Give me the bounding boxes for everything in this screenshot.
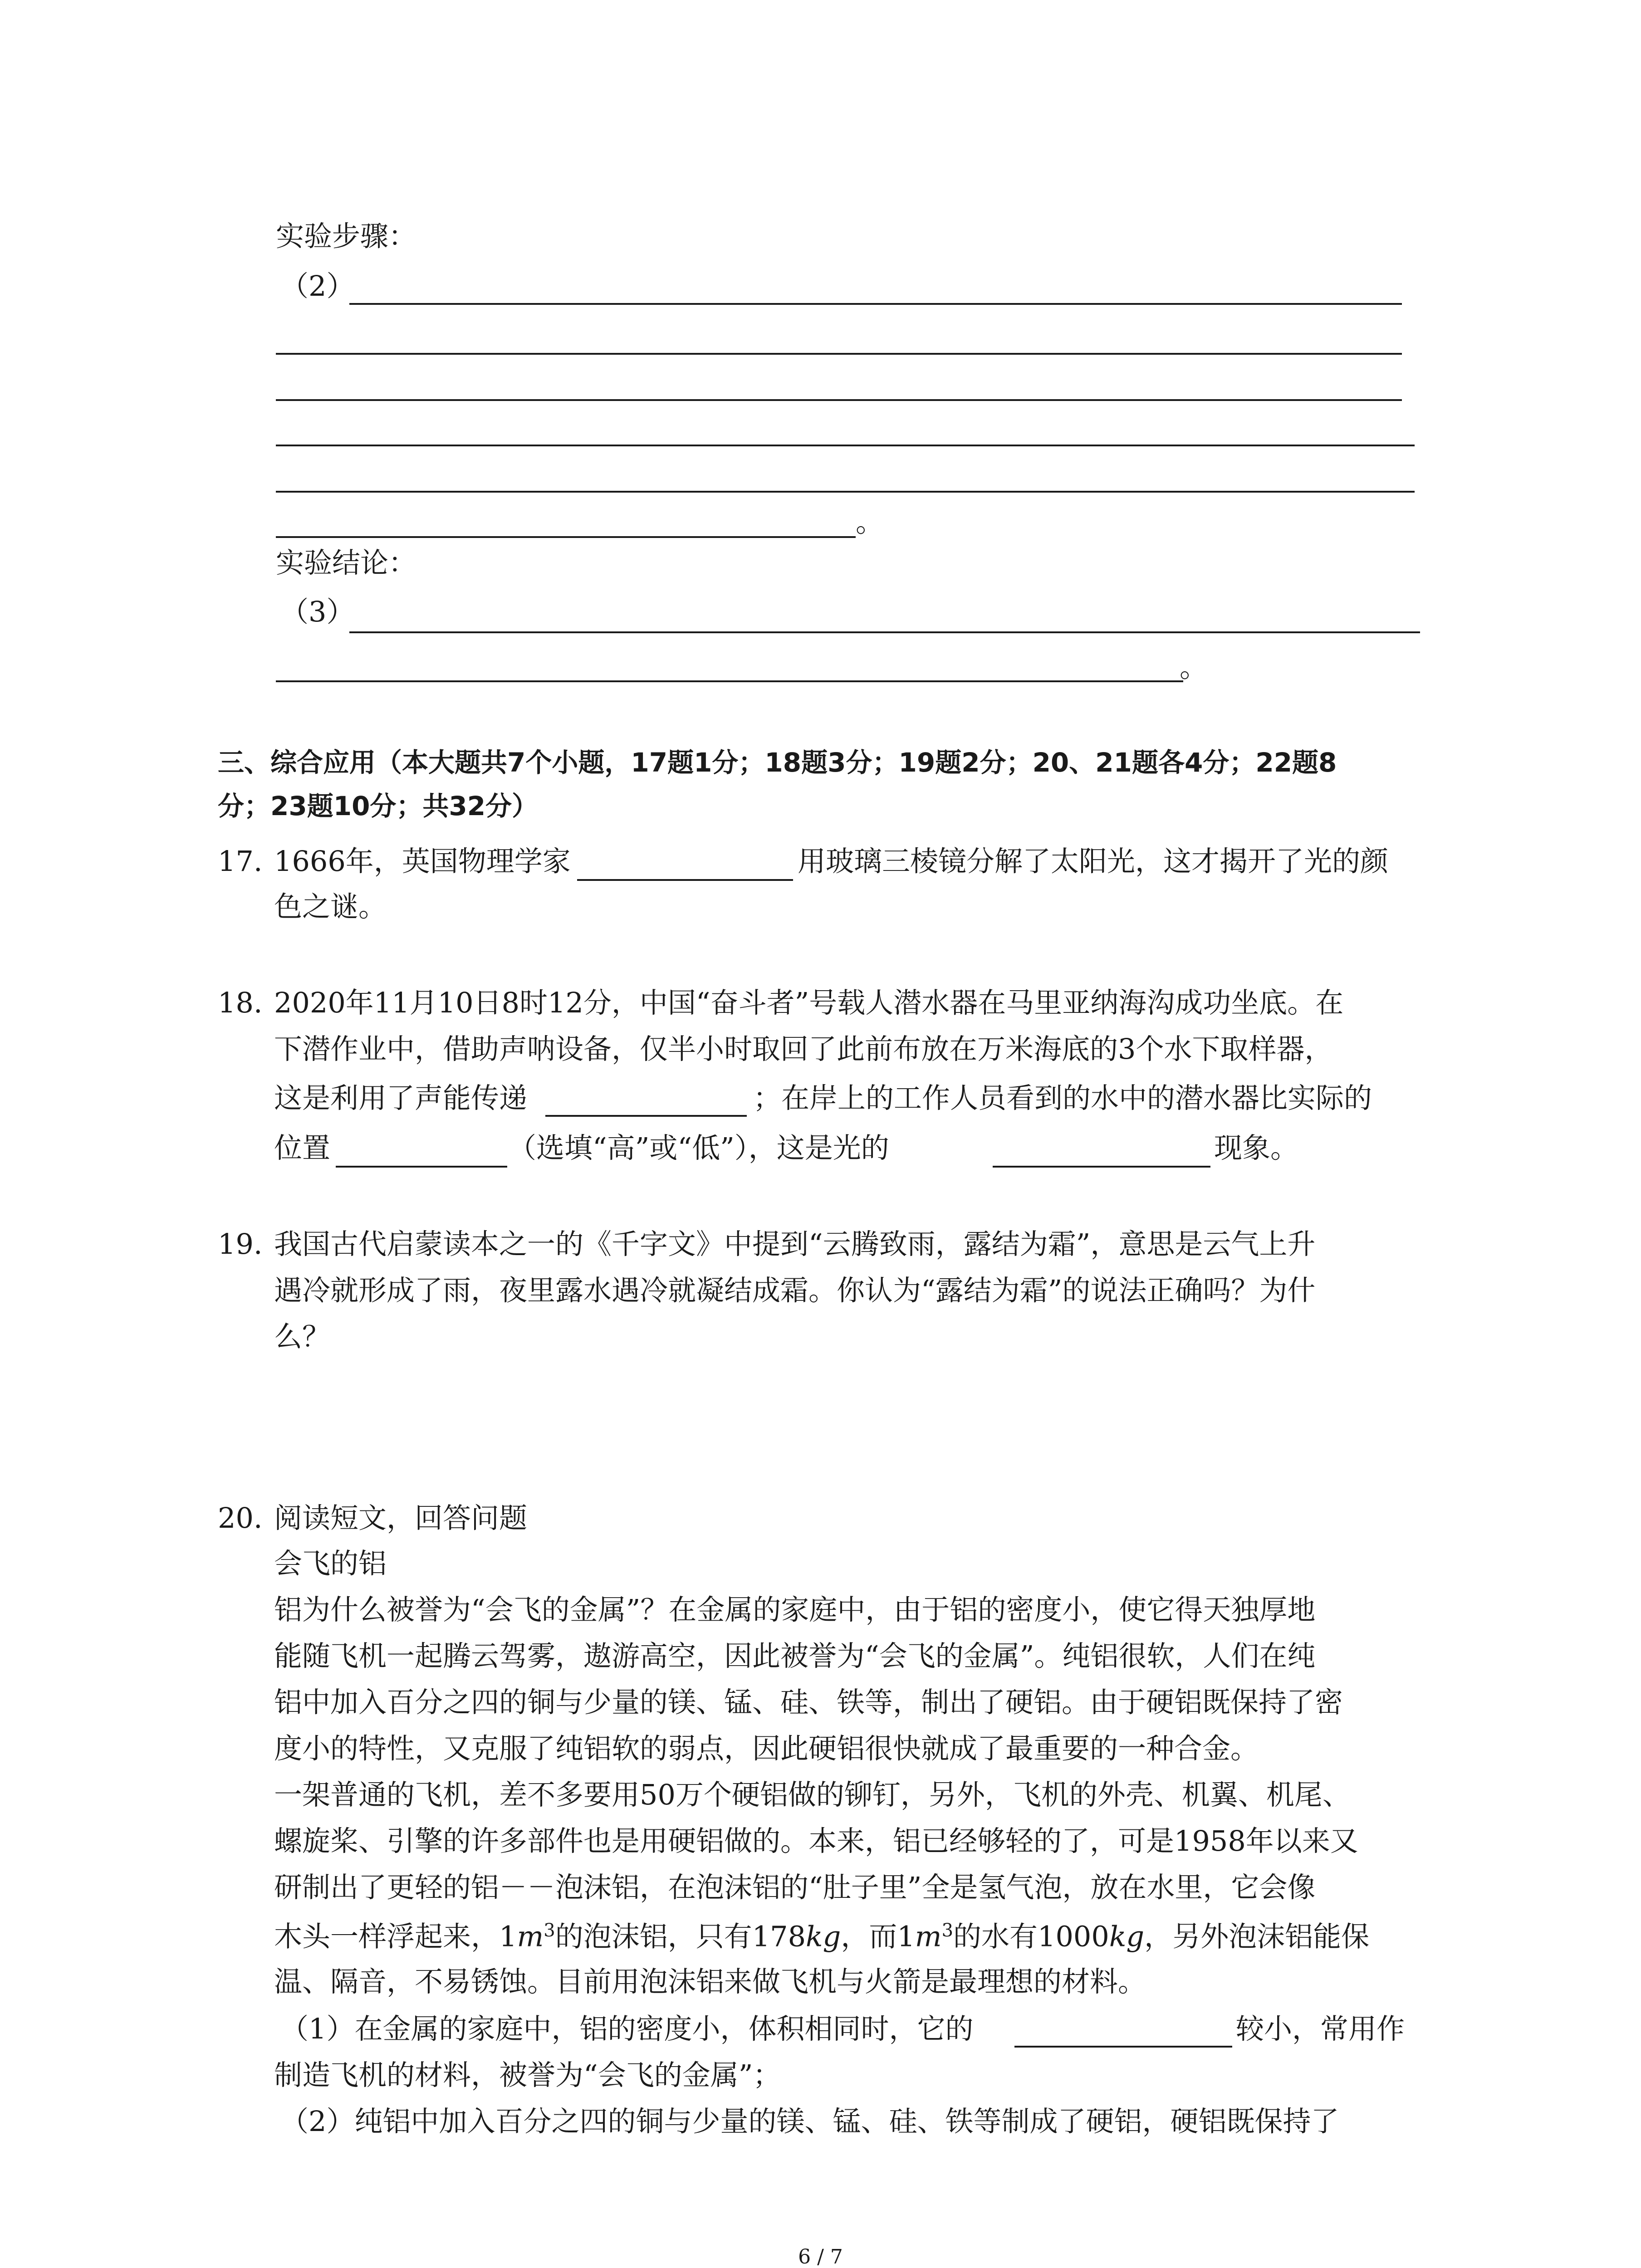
q20-p1-line2: 能随飞机一起腾云驾雾，遨游高空，因此被誉为“会飞的金属”。纯铝很软，人们在纯: [274, 1639, 1316, 1672]
q18-blank-3: [993, 1166, 1210, 1168]
q18-blank-2: [336, 1166, 507, 1168]
q20-p1-line1: 铝为什么被誉为“会飞的金属”？在金属的家庭中，由于铝的密度小，使它得天独厚地: [274, 1593, 1316, 1626]
conclusion-period: 。: [1180, 650, 1208, 684]
answer-line: [349, 631, 1420, 633]
q17-text-a: 1666年，英国物理学家: [274, 845, 571, 878]
q18-line4-a: 位置: [274, 1131, 331, 1164]
q18-line3-a: 这是利用了声能传递: [274, 1081, 528, 1114]
q19-line1: 我国古代启蒙读本之一的《千字文》中提到“云腾致雨，露结为霜”，意思是云气上升: [274, 1227, 1316, 1261]
q18-line3-b: ；在岸上的工作人员看到的水中的潜水器比实际的: [753, 1081, 1372, 1114]
conclusion-heading: 实验结论：: [276, 546, 417, 579]
steps-item2-label: （2）: [280, 269, 355, 303]
q17-text-line2: 色之谜。: [274, 890, 387, 923]
answer-line: [276, 353, 1402, 355]
q17-text-b: 用玻璃三棱镜分解了太阳光，这才揭开了光的颜: [798, 845, 1389, 878]
q18-number: 18.: [218, 986, 263, 1019]
q18-line4-c: 现象。: [1214, 1131, 1299, 1164]
section-title-line1: 三、综合应用（本大题共7个小题，17题1分；18题3分；19题2分；20、21题各4分；22题8: [218, 747, 1337, 778]
q17-blank: [577, 879, 793, 881]
q20-p2-line2: 螺旋桨、引擎的许多部件也是用硬铝做的。本来，铝已经够轻的了，可是1958年以来又: [274, 1824, 1358, 1857]
q19-line3: 么？: [274, 1320, 331, 1353]
q20-p1-line3: 铝中加入百分之四的铜与少量的镁、锰、硅、铁等，制出了硬铝。由于硬铝既保持了密: [274, 1686, 1343, 1719]
q20-p2-line1: 一架普通的飞机，差不多要用50万个硬铝做的铆钉，另外，飞机的外壳、机翼、机尾、: [274, 1778, 1351, 1811]
q20-p2-line5: 温、隔音，不易锈蚀。目前用泡沫铝来做飞机与火箭是最理想的材料。: [274, 1965, 1146, 1998]
q20-p2-line4: 木头一样浮起来，$1m^3$的泡沫铝，只有178kg，而$1m^3$的水有1000kg，另外泡沫铝能保: [274, 1920, 1370, 1953]
q19-number: 19.: [218, 1227, 263, 1261]
section-title-line2: 分；23题10分；共32分）: [218, 791, 539, 821]
answer-line: [349, 303, 1402, 305]
answer-line: [276, 680, 1183, 682]
q20-sub2: （2）纯铝中加入百分之四的铜与少量的镁、锰、硅、铁等制成了硬铝，硬铝既保持了: [280, 2105, 1339, 2138]
q18-line4-b: （选填“高”或“低”），这是光的: [508, 1131, 889, 1164]
q18-blank-1: [545, 1115, 747, 1117]
q20-p2-line3: 研制出了更轻的铝－－泡沫铝，在泡沫铝的“肚子里”全是氢气泡，放在水里，它会像: [274, 1871, 1316, 1904]
q20-p1-line4: 度小的特性，又克服了纯铝软的弱点，因此硬铝很快就成了最重要的一种合金。: [274, 1732, 1259, 1765]
q20-sub1-b: 较小，常用作: [1236, 2012, 1405, 2045]
answer-line: [276, 536, 856, 538]
q18-line1: 2020年11月10日8时12分，中国“奋斗者”号载人潜水器在马里亚纳海沟成功坐底。在: [274, 986, 1344, 1019]
steps-period: 。: [856, 505, 884, 538]
page-number: 6 / 7: [798, 2245, 843, 2268]
answer-line: [276, 491, 1415, 493]
answer-line: [276, 445, 1415, 446]
q20-number: 20.: [218, 1501, 263, 1535]
steps-heading: 实验步骤：: [276, 220, 417, 253]
q20-blank-1: [1014, 2046, 1232, 2048]
q19-line2: 遇冷就形成了雨，夜里露水遇冷就凝结成霜。你认为“露结为霜”的说法正确吗？为什: [274, 1274, 1316, 1307]
q20-sub1-line2: 制造飞机的材料，被誉为“会飞的金属”；: [274, 2058, 781, 2092]
q20-intro: 阅读短文，回答问题: [274, 1501, 528, 1535]
conclusion-item3-label: （3）: [280, 595, 355, 628]
q20-passage-title: 会飞的铝: [274, 1547, 387, 1580]
q20-sub1-a: （1）在金属的家庭中，铝的密度小，体积相同时，它的: [280, 2012, 974, 2045]
answer-line: [276, 399, 1402, 401]
q17-number: 17.: [218, 845, 263, 878]
q18-line2: 下潜作业中，借助声呐设备，仅半小时取回了此前布放在万米海底的3个水下取样器，: [274, 1032, 1333, 1066]
